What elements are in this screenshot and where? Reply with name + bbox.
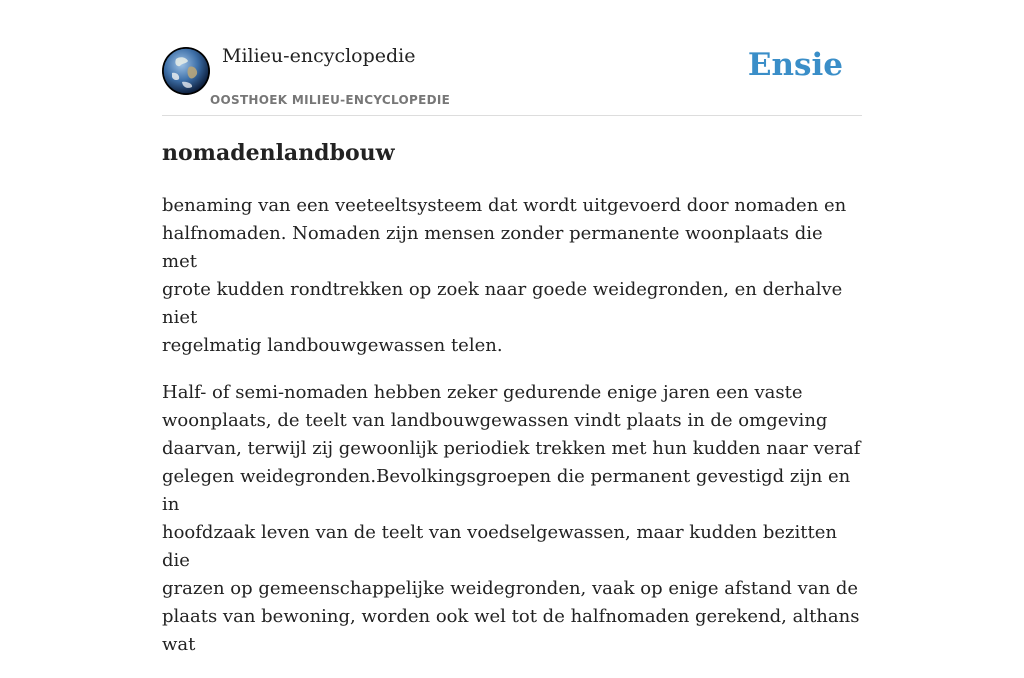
site-name[interactable]: Milieu-encyclopedie [222, 45, 416, 67]
earth-globe-icon[interactable] [162, 47, 210, 95]
page-title: nomadenlandbouw [162, 140, 395, 166]
site-subtitle[interactable]: OOSTHOEK MILIEU-ENCYCLOPEDIE [210, 93, 451, 107]
article-body [162, 192, 862, 678]
brand-logo[interactable]: Ensie [747, 47, 843, 83]
article-paragraph: Half- of semi-nomaden hebben zeker gedurende enige jaren een vaste woonplaats, de teelt van landbouwgewassen vindt plaats in de omgeving daarvan, terwijl zij gewoonlijk periodiek trekken met hun kudden naar veraf gelegen weidegronden.Bevolkingsgroepen die permanent gevestigd zijn en in hoofdzaak leven van de teelt van voedselgewassen, maar kudden bezitten die grazen op gemeenschappelijke weidegronden, vaak op enige afstand van de plaats van bewoning, worden ook wel tot de halfnomaden gerekend, althans wat [162, 382, 861, 655]
article-paragraph: benaming van een veeteeltsysteem dat wordt uitgevoerd door nomaden en halfnomaden. Nomaden zijn mensen zonder permanente woonplaats die met grote kudden rondtrekken op zoek naar goede weidegronden, en derhalve niet regelmatig landbouwgewassen telen. [162, 195, 847, 356]
header [162, 0, 862, 116]
